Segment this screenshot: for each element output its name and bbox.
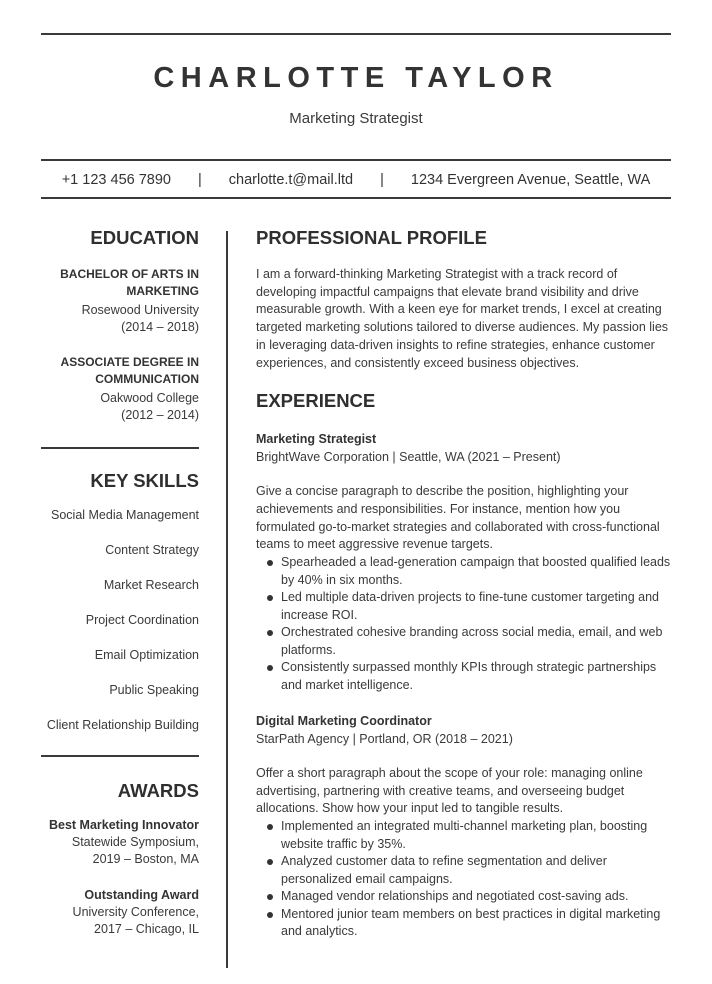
job-bullet: Orchestrated cohesive branding across social media, email, and web platforms. <box>281 624 676 659</box>
contact-bar <box>41 170 671 190</box>
skill-item: Email Optimization <box>94 648 199 662</box>
job-summary: Offer a short paragraph about the scope of your role: managing online advertising, partnering with creative teams, and overseeing budget allocations. Show how your input led to tangible results. <box>256 766 643 816</box>
left-divider <box>41 755 199 757</box>
right-column <box>256 225 676 941</box>
top-divider <box>41 33 671 35</box>
job-bullet: Managed vendor relationships and negotiated cost-saving ads. <box>281 888 676 906</box>
left-divider <box>41 447 199 449</box>
award-title: Best Marketing Innovator <box>48 818 199 832</box>
profile-heading: PROFESSIONAL PROFILE <box>256 227 487 248</box>
education-years: (2012 – 2014) <box>121 408 199 422</box>
skill-item: Client Relationship Building <box>46 718 199 732</box>
award-item <box>41 817 199 868</box>
contact-address: 1234 Evergreen Avenue, Seattle, WA <box>410 172 651 188</box>
award-item <box>41 887 199 938</box>
contact-phone: +1 123 456 7890 <box>61 172 171 188</box>
skill-item: Market Research <box>103 578 199 592</box>
job-bullet: Spearheaded a lead-generation campaign that boosted qualified leads by 40% in six months. <box>281 554 676 589</box>
skills-list <box>41 507 199 734</box>
skill-item: Content Strategy <box>105 543 199 557</box>
job-title: Marketing Strategist <box>256 432 377 447</box>
skills-heading: KEY SKILLS <box>90 470 199 491</box>
job-entry <box>256 712 676 941</box>
education-heading: EDUCATION <box>90 227 199 248</box>
candidate-name: CHARLOTTE TAYLOR <box>153 62 559 94</box>
job-bullet: Consistently surpassed monthly KPIs through strategic partnerships and market intelligence. <box>281 659 676 694</box>
education-years: (2014 – 2018) <box>121 320 199 334</box>
job-bullet: Led multiple data-driven projects to fine-tune customer targeting and increase ROI. <box>281 589 676 624</box>
job-summary: Give a concise paragraph to describe the position, highlighting your achievements and responsibilities. For instance, mention how you formulated go-to-market strategies and collaborated with cross-functional teams to meet aggressive revenue targets. <box>256 484 660 552</box>
left-column <box>41 225 199 938</box>
education-school: Oakwood College <box>100 391 199 405</box>
education-degree: BACHELOR OF ARTS IN MARKETING <box>60 267 199 298</box>
contact-top-divider <box>41 159 671 161</box>
contact-email: charlotte.t@mail.ltd <box>228 172 354 188</box>
awards-heading: AWARDS <box>117 780 199 801</box>
job-title: Digital Marketing Coordinator <box>256 714 432 729</box>
job-bullet: Implemented an integrated multi-channel marketing plan, boosting website traffic by 35%. <box>281 818 676 853</box>
contact-separator: | <box>197 172 202 188</box>
experience-heading: EXPERIENCE <box>256 390 376 412</box>
job-meta: BrightWave Corporation | Seattle, WA (2021 – Present) <box>256 450 561 465</box>
job-bullet: Analyzed customer data to refine segmentation and deliver personalized email campaigns. <box>281 853 676 888</box>
skill-item: Social Media Management <box>51 508 199 522</box>
candidate-title: Marketing Strategist <box>289 110 423 127</box>
skill-item: Public Speaking <box>109 683 199 697</box>
profile-text: I am a forward-thinking Marketing Strategist with a track record of developing impactful campaigns that elevate brand visibility and drive measurable growth. With a keen eye for market trends, I excel at creating targeted marketing solutions tailored to diverse audiences. My passion lies in leveraging data-driven insights to refine strategies, enhance customer experiences, and consistently exceed business objectives. <box>256 267 669 370</box>
award-detail: Statewide Symposium, <box>71 835 199 849</box>
contact-separator: | <box>380 172 384 188</box>
skill-item: Project Coordination <box>85 613 199 627</box>
contact-bottom-divider <box>41 197 671 199</box>
job-bullets <box>256 554 676 694</box>
job-entry <box>256 430 676 694</box>
award-title: Outstanding Award <box>84 888 199 902</box>
award-detail: University Conference, <box>72 905 199 919</box>
education-school: Rosewood University <box>81 303 199 317</box>
column-divider <box>226 231 228 968</box>
job-bullet: Mentored junior team members on best practices in digital marketing and analytics. <box>281 906 676 941</box>
job-meta: StarPath Agency | Portland, OR (2018 – 2021) <box>256 732 513 747</box>
education-degree: ASSOCIATE DEGREE IN COMMUNICATION <box>60 355 199 386</box>
job-bullets <box>256 818 676 941</box>
award-detail: 2017 – Chicago, IL <box>94 922 199 936</box>
award-detail: 2019 – Boston, MA <box>92 852 199 866</box>
